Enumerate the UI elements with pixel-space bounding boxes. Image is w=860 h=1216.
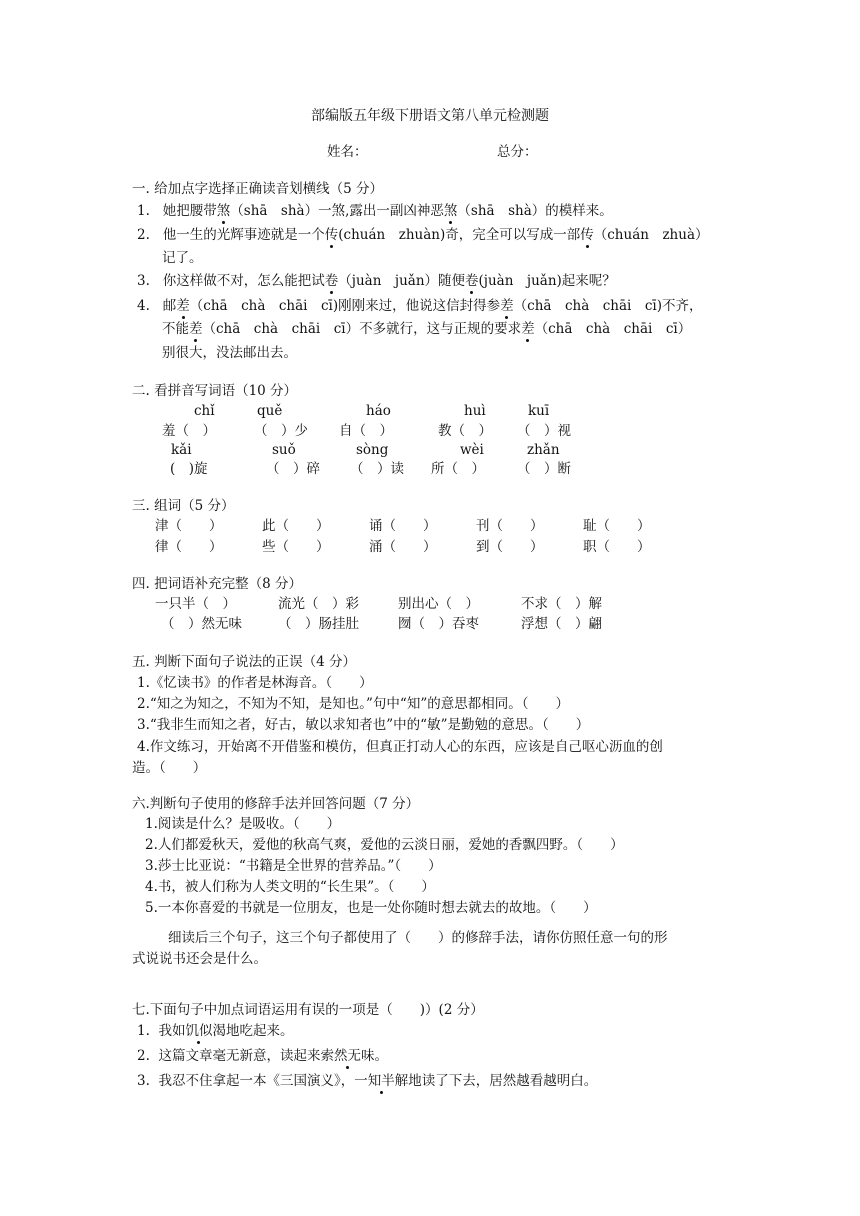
s7-option-2: 2. 这篇文章毫无新意，读起来索然无味。 — [137, 1048, 388, 1064]
word-group: 些（ ） — [262, 539, 330, 555]
document-title: 部编版五年级下册语文第八单元检测题 — [311, 108, 549, 124]
s6-question-5: 5.一本你喜爱的书就是一位朋友，也是一处你随时想去就去的故地。（ ） — [145, 900, 597, 916]
pinyin-chi: chǐ — [194, 403, 215, 419]
s5-question-1: 1.《忆读书》的作者是林海音。（ ） — [137, 675, 373, 691]
pinyin-kai: kǎi — [171, 442, 192, 458]
word-group: 耻（ ） — [583, 518, 651, 534]
s1-question-4-end: 别很大，没法邮出去。 — [162, 345, 297, 361]
section-3-heading: 三. 组词（5 分） — [132, 498, 235, 514]
s7-option-3: 3. 我忍不住拿起一本《三国演义》，一知半解地读了下去，居然越看越明白。 — [137, 1073, 598, 1089]
s7-option-1: 1. 我如饥似渴地吃起来。 — [137, 1023, 294, 1039]
idiom-blank: 囫（ ）吞枣 — [398, 616, 479, 632]
s6-question-4: 4.书，被人们称为人类文明的“长生果”。（ ） — [145, 879, 435, 895]
s1-question-2: 2. 他一生的光辉事迹就是一个传(chuán zhuàn)奇，完全可以写成一部传（chuán zhuà） — [137, 227, 709, 243]
s6-prompt: 细读后三个句子，这三个句子都使用了（ ）的修辞手法，请你仿照任意一句的形 — [168, 930, 668, 946]
s6-question-1: 1.阅读是什么？是吸收。（ ） — [145, 816, 341, 832]
idiom-blank: 别出心（ ） — [398, 596, 479, 612]
s1-question-4-cont: 不能差（chā chà chāi cī）不多就行，这与正规的要求差（chā chà chāi cī） — [162, 321, 692, 337]
s1-question-3: 3. 你这样做不对，怎么能把试卷（juàn juǎn）随便卷(juàn juǎn)起来呢？ — [137, 273, 616, 289]
word-group: 职（ ） — [583, 539, 651, 555]
word-blank: （ ）断 — [517, 461, 571, 477]
idiom-blank: （ ）然无味 — [161, 616, 242, 632]
word-blank: ( )旋 — [170, 461, 208, 477]
s6-prompt-cont: 式说说书还会是什么。 — [132, 951, 267, 967]
word-blank: （ ）碎 — [266, 461, 320, 477]
pinyin-wei: wèi — [460, 442, 484, 458]
idiom-blank: 浮想（ ）翩 — [521, 616, 602, 632]
section-1-heading: 一. 给加点字选择正确读音划横线（5 分） — [132, 181, 383, 197]
word-blank: （ ）少 — [254, 423, 308, 439]
word-blank: （ ）视 — [517, 423, 571, 439]
word-blank: （ ）读 — [350, 461, 404, 477]
s5-question-4-cont: 造。（ ） — [132, 760, 207, 776]
score-label: 总分： — [497, 144, 538, 160]
s5-question-4: 4.作文练习，开始离不开借鉴和模仿，但真正打动人心的东西，应该是自己呕心沥血的创 — [137, 739, 663, 755]
section-2-heading: 二. 看拼音写词语（10 分） — [132, 383, 298, 399]
s1-question-1: 1. 她把腰带煞（shā shà）一煞,露出一副凶神恶煞（shā shà）的模样来。 — [137, 203, 613, 219]
word-group: 律（ ） — [155, 539, 223, 555]
word-group: 涌（ ） — [369, 539, 437, 555]
pinyin-hao: háo — [366, 403, 391, 419]
word-blank: 羞（ ） — [162, 423, 216, 439]
word-group: 刊（ ） — [476, 518, 544, 534]
word-blank: 自（ ） — [339, 423, 393, 439]
pinyin-zhan: zhǎn — [527, 442, 560, 458]
s5-question-3: 3.“我非生而知之者，好古，敏以求知者也”中的“敏”是勤勉的意思。（ ） — [137, 717, 590, 733]
s6-question-2: 2.人们都爱秋天，爱他的秋高气爽，爱他的云淡日丽，爱她的香飘四野。（ ） — [145, 837, 624, 853]
section-4-heading: 四. 把词语补充完整（8 分） — [132, 576, 302, 592]
section-5-heading: 五. 判断下面句子说法的正误（4 分） — [132, 654, 356, 670]
word-group: 此（ ） — [262, 518, 330, 534]
word-blank: 所（ ） — [431, 461, 485, 477]
idiom-blank: 一只半（ ） — [155, 596, 236, 612]
word-blank: 教（ ） — [438, 423, 492, 439]
name-label: 姓名： — [327, 144, 368, 160]
pinyin-suo: suǒ — [272, 442, 296, 458]
s1-question-4: 4. 邮差（chā chà chāi cī)刚刚来过，他说这信封得参差（chā chà chāi cī)不齐， — [137, 298, 703, 314]
pinyin-que: quě — [257, 403, 283, 419]
pinyin-hui: huì — [464, 403, 486, 419]
s1-question-2-cont: 记了。 — [162, 250, 203, 266]
section-6-heading: 六.判断句子使用的修辞手法并回答问题（7 分） — [132, 796, 420, 812]
pinyin-kui: kuī — [528, 403, 550, 419]
word-group: 到（ ） — [476, 539, 544, 555]
pinyin-song: sòng — [356, 442, 389, 458]
idiom-blank: 不求（ ）解 — [521, 596, 602, 612]
s5-question-2: 2.“知之为知之，不知为不知，是知也。”句中“知”的意思都相同。（ ） — [137, 696, 569, 712]
section-7-heading: 七.下面句子中加点词语运用有误的一项是（ )）(2 分） — [132, 1002, 484, 1018]
s6-question-3: 3.莎士比亚说：“书籍是全世界的营养品。”（ ） — [145, 858, 442, 874]
idiom-blank: 流光（ ）彩 — [278, 596, 359, 612]
word-group: 诵（ ） — [369, 518, 437, 534]
word-group: 津（ ） — [155, 518, 223, 534]
idiom-blank: （ ）肠挂肚 — [278, 616, 359, 632]
